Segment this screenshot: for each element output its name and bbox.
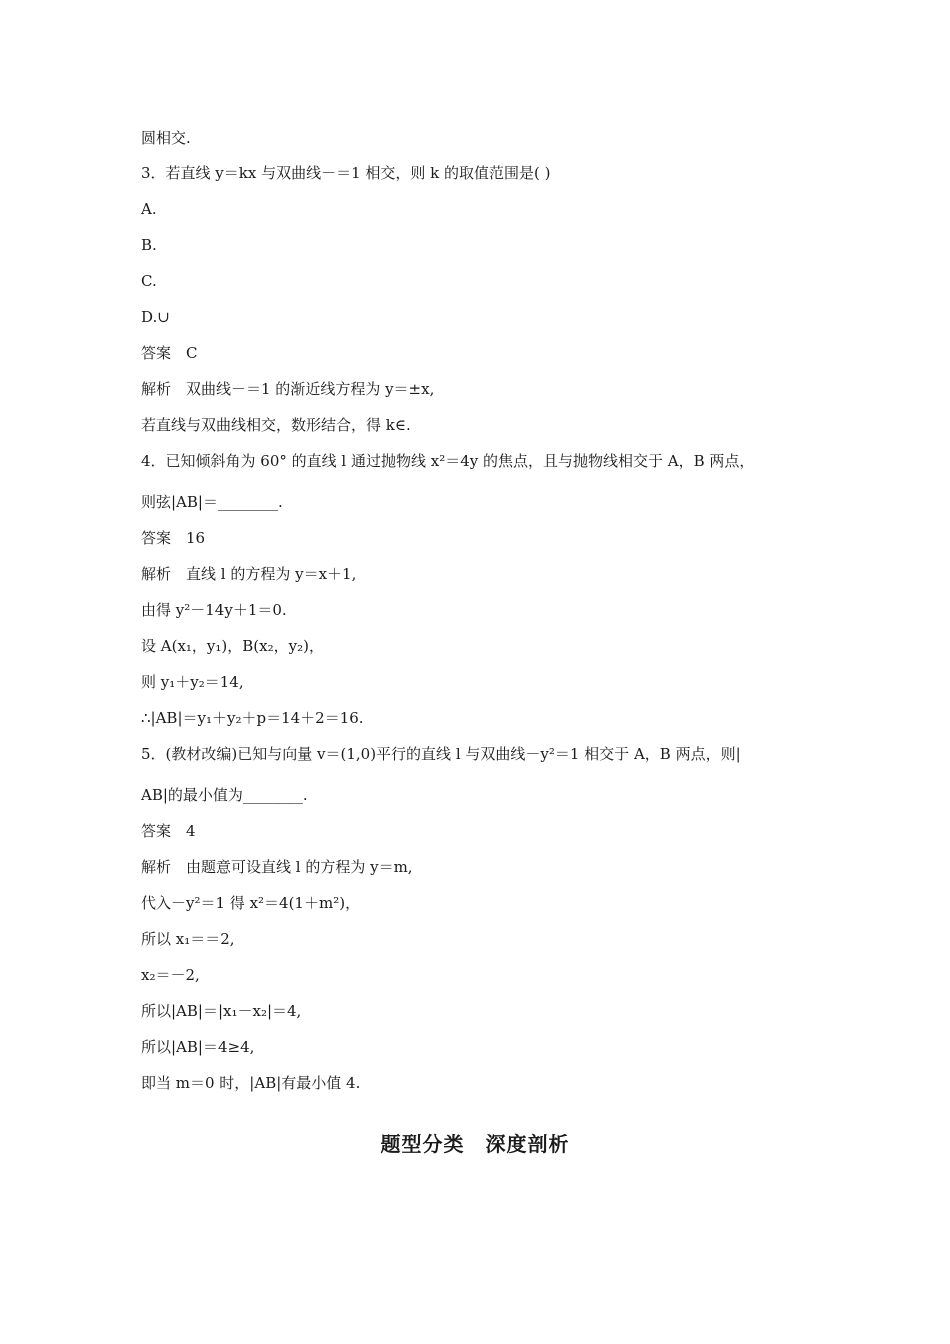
text-line: ∴|AB|＝y₁＋y₂＋p＝14＋2＝16.	[141, 709, 364, 727]
question-3: 3．若直线 y＝kx 与双曲线－＝1 相交，则 k 的取值范围是( )	[141, 164, 551, 182]
text-line: 由得 y²－14y＋1＝0.	[141, 601, 287, 619]
answer-5: 答案 4	[141, 822, 196, 840]
answer-3: 答案 C	[141, 344, 198, 362]
option-d: D.∪	[141, 308, 170, 326]
option-c: C.	[141, 272, 157, 290]
section-heading: 题型分类 深度剖析	[380, 1132, 570, 1156]
text-line: 设 A(x₁，y₁)，B(x₂，y₂)，	[141, 637, 324, 655]
text-line: 即当 m＝0 时，|AB|有最小值 4.	[141, 1074, 361, 1092]
analysis-5: 解析 由题意可设直线 l 的方程为 y＝m,	[141, 858, 413, 876]
text-line: 所以|AB|＝4≥4,	[141, 1038, 255, 1056]
answer-4: 答案 16	[141, 529, 206, 547]
analysis-3: 解析 双曲线－＝1 的渐近线方程为 y＝±x,	[141, 380, 435, 398]
text-line: 则弦|AB|＝________.	[141, 493, 283, 511]
text-line: 圆相交.	[141, 129, 191, 147]
analysis-4: 解析 直线 l 的方程为 y＝x＋1,	[141, 565, 357, 583]
question-5: 5．(教材改编)已知与向量 v＝(1,0)平行的直线 l 与双曲线－y²＝1 相交于 A，B 两点，则|	[141, 745, 741, 763]
text-line: 所以 x₁＝＝2,	[141, 930, 235, 948]
text-line: AB|的最小值为________.	[141, 786, 308, 804]
text-line: 若直线与双曲线相交，数形结合，得 k∈.	[141, 416, 411, 434]
question-4: 4．已知倾斜角为 60° 的直线 l 通过抛物线 x²＝4y 的焦点，且与抛物线相交于 A，B 两点，	[141, 452, 755, 470]
text-line: 则 y₁＋y₂＝14,	[141, 673, 244, 691]
option-b: B.	[141, 236, 157, 254]
text-line: 代入－y²＝1 得 x²＝4(1＋m²)，	[141, 894, 361, 912]
text-line: x₂＝－2,	[141, 966, 200, 984]
text-line: 所以|AB|＝|x₁－x₂|＝4,	[141, 1002, 302, 1020]
option-a: A.	[141, 200, 157, 218]
